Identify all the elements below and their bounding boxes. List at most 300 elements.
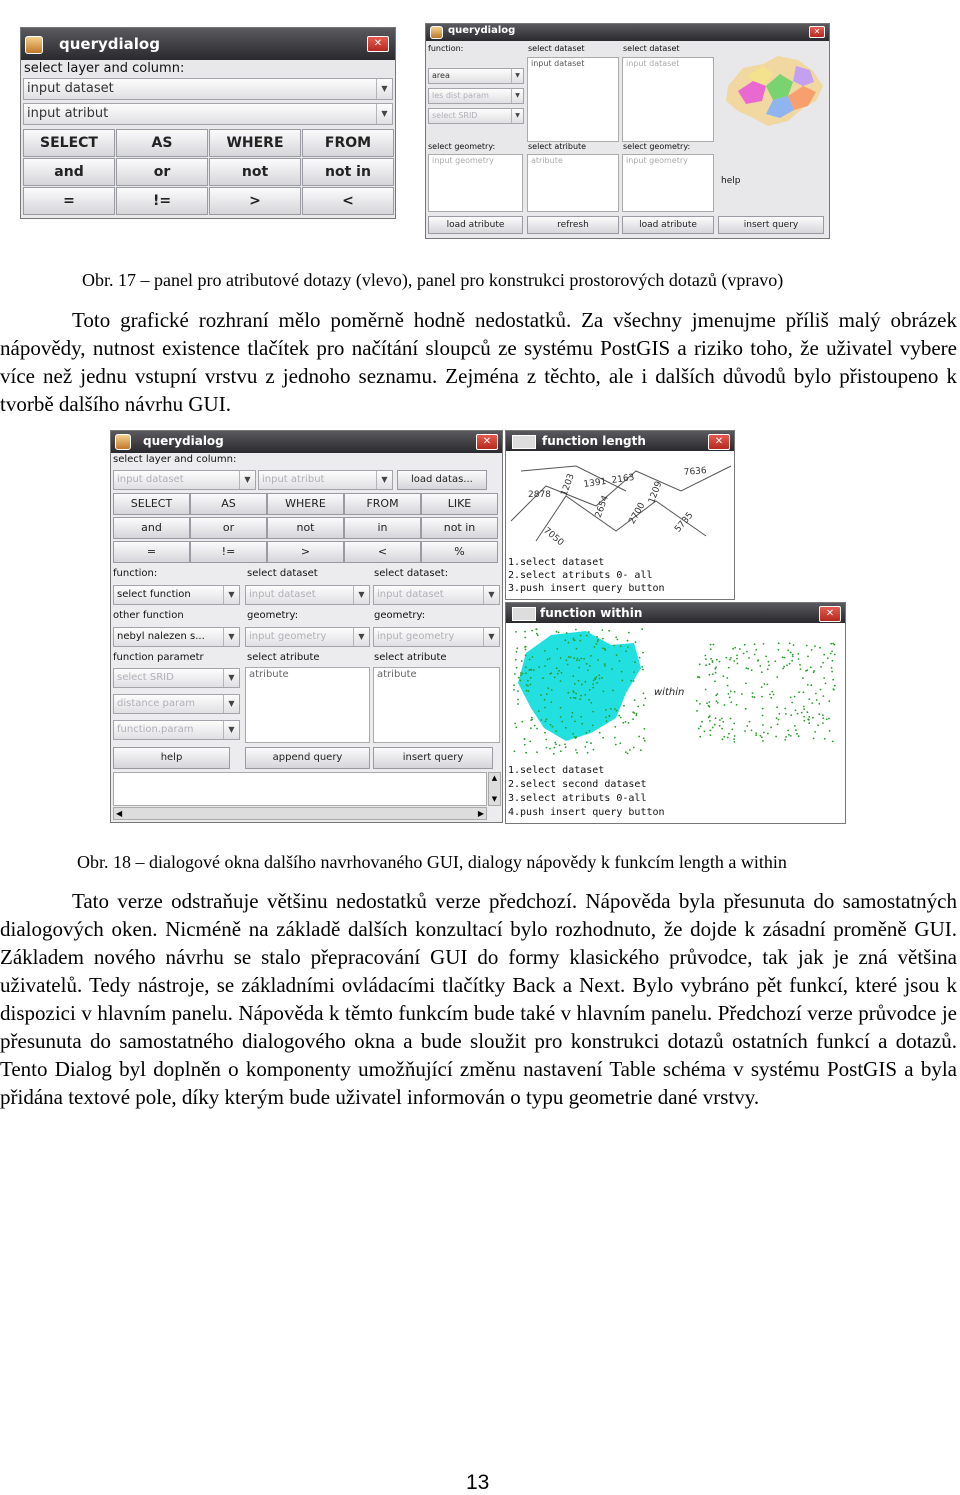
- fig17-right-querydialog: [425, 23, 830, 239]
- point-feature: [751, 730, 753, 732]
- point-feature: [618, 715, 620, 717]
- operator-button[interactable]: >: [209, 187, 301, 215]
- chevron-down-icon: ▼: [376, 79, 392, 99]
- point-feature: [824, 738, 826, 740]
- point-feature: [767, 733, 769, 735]
- point-feature: [810, 684, 812, 686]
- point-feature: [797, 653, 799, 655]
- point-feature: [728, 693, 730, 695]
- point-feature: [575, 736, 577, 738]
- point-feature: [714, 680, 716, 682]
- point-feature: [597, 639, 599, 641]
- select-dataset-label-2: select dataset: [623, 44, 680, 53]
- point-feature: [526, 684, 528, 686]
- point-feature: [806, 645, 808, 647]
- point-feature: [513, 689, 515, 691]
- point-feature: [529, 741, 531, 743]
- point-feature: [514, 673, 516, 675]
- point-feature: [553, 753, 555, 755]
- point-feature: [575, 749, 577, 751]
- point-feature: [566, 659, 568, 661]
- point-feature: [801, 712, 803, 714]
- point-feature: [745, 683, 747, 685]
- point-feature: [538, 666, 540, 668]
- operator-button[interactable]: not in: [421, 517, 498, 539]
- point-feature: [524, 637, 526, 639]
- select-function-combo[interactable]: select function ▼: [113, 585, 240, 605]
- point-feature: [784, 657, 786, 659]
- point-feature: [556, 667, 558, 669]
- chevron-down-icon: ▼: [223, 586, 239, 604]
- point-feature: [770, 697, 772, 699]
- point-feature: [743, 653, 745, 655]
- input-atribut-combo[interactable]: input atribut ▼: [258, 470, 393, 490]
- operator-button[interactable]: in: [344, 517, 421, 539]
- point-feature: [761, 736, 763, 738]
- operator-button[interactable]: and: [23, 158, 115, 186]
- length-value: 1203: [559, 472, 577, 498]
- point-feature: [746, 725, 748, 727]
- within-example-graphic: [506, 623, 846, 763]
- point-feature: [736, 655, 738, 657]
- help-button[interactable]: help: [113, 747, 230, 769]
- point-feature: [589, 665, 591, 667]
- point-feature: [790, 697, 792, 699]
- point-feature: [608, 630, 610, 632]
- point-feature: [540, 694, 542, 696]
- point-feature: [524, 744, 526, 746]
- point-feature: [755, 734, 757, 736]
- point-feature: [762, 724, 764, 726]
- point-feature: [746, 667, 748, 669]
- point-feature: [586, 732, 588, 734]
- point-feature: [785, 736, 787, 738]
- geometry-list-2[interactable]: input geometry: [622, 154, 714, 212]
- point-feature: [722, 738, 724, 740]
- length-value: 2700: [627, 501, 648, 526]
- point-feature: [524, 646, 526, 648]
- function-within-dialog: [505, 602, 846, 824]
- point-feature: [556, 648, 558, 650]
- operator-button[interactable]: WHERE: [209, 129, 301, 157]
- point-feature: [831, 671, 833, 673]
- point-feature: [784, 739, 786, 741]
- help-step: 1.select dataset: [508, 557, 605, 568]
- point-feature: [579, 659, 581, 661]
- point-feature: [580, 635, 582, 637]
- point-feature: [525, 649, 527, 651]
- point-feature: [803, 708, 805, 710]
- point-feature: [516, 647, 518, 649]
- operator-button[interactable]: LIKE: [421, 493, 498, 515]
- length-value: 1391: [583, 476, 608, 490]
- chevron-down-icon: ▼: [511, 69, 523, 83]
- point-feature: [555, 743, 557, 745]
- load-atribute-button-2[interactable]: load atribute: [622, 216, 714, 234]
- point-feature: [572, 690, 574, 692]
- point-feature: [518, 677, 520, 679]
- window-title: function length: [542, 434, 646, 448]
- point-feature: [701, 721, 703, 723]
- select-atribute-label-2: select atribute: [374, 652, 447, 663]
- point-feature: [820, 666, 822, 668]
- point-feature: [708, 716, 710, 718]
- point-feature: [794, 696, 796, 698]
- point-feature: [590, 702, 592, 704]
- point-feature: [589, 689, 591, 691]
- point-feature: [544, 732, 546, 734]
- dataset-list-1[interactable]: input dataset: [527, 57, 619, 142]
- close-icon[interactable]: ✕: [476, 434, 498, 450]
- operator-button[interactable]: SELECT: [113, 493, 190, 515]
- point-feature: [537, 634, 539, 636]
- point-feature: [572, 712, 574, 714]
- function-param-combo[interactable]: function.param ▼: [113, 720, 240, 740]
- close-icon[interactable]: ✕: [367, 36, 389, 52]
- operator-button[interactable]: not: [267, 517, 344, 539]
- point-feature: [776, 706, 778, 708]
- point-feature: [733, 738, 735, 740]
- operator-button[interactable]: and: [113, 517, 190, 539]
- point-feature: [531, 719, 533, 721]
- point-feature: [575, 629, 577, 631]
- point-feature: [696, 700, 698, 702]
- point-feature: [513, 684, 515, 686]
- operator-button[interactable]: or: [116, 158, 208, 186]
- operator-button[interactable]: not in: [302, 158, 394, 186]
- point-feature: [807, 684, 809, 686]
- point-feature: [542, 677, 544, 679]
- operator-button[interactable]: =: [23, 187, 115, 215]
- point-feature: [721, 728, 723, 730]
- operator-button[interactable]: AS: [190, 493, 267, 515]
- point-feature: [586, 741, 588, 743]
- point-feature: [803, 720, 805, 722]
- point-feature: [724, 704, 726, 706]
- point-feature: [744, 644, 746, 646]
- point-feature: [574, 721, 576, 723]
- title-bar: [21, 28, 395, 60]
- input-dataset-combo[interactable]: input dataset ▼: [113, 470, 256, 490]
- point-feature: [547, 659, 549, 661]
- point-feature: [762, 708, 764, 710]
- paragraph-1: Toto grafické rozhraní mělo poměrně hodně nedostatků. Za všechny jmenujme příliš malý obrázek nápovědy, nutnost existence tlačítek pro načítání sloupců ze systému PostGIS a riziko toho, že uživatel vybere více než jednu vstupní vrstvu z jednoho seznamu. Zejména z těchto, ale i dalších důvodů bylo přistoupeno k tvorbě dalšího návrhu GUI.: [0, 308, 957, 416]
- chevron-down-icon: ▼: [483, 586, 499, 604]
- point-feature: [776, 717, 778, 719]
- point-feature: [531, 630, 533, 632]
- point-feature: [533, 669, 535, 671]
- other-function-combo[interactable]: nebyl nalezen s... ▼: [113, 627, 240, 647]
- point-feature: [558, 632, 560, 634]
- select-geometry-label-1: select geometry:: [428, 142, 496, 151]
- chevron-down-icon: ▼: [376, 471, 392, 489]
- point-feature: [734, 735, 736, 737]
- point-feature: [604, 665, 606, 667]
- point-feature: [699, 663, 701, 665]
- chevron-down-icon: ▼: [353, 586, 369, 604]
- point-feature: [560, 707, 562, 709]
- point-feature: [632, 711, 634, 713]
- point-feature: [568, 656, 570, 658]
- append-query-button[interactable]: append query: [245, 747, 370, 769]
- point-feature: [586, 635, 588, 637]
- point-feature: [643, 737, 645, 739]
- point-feature: [825, 683, 827, 685]
- length-value: 2654: [593, 494, 612, 520]
- point-feature: [623, 705, 625, 707]
- window-icon: [512, 435, 536, 449]
- point-feature: [790, 652, 792, 654]
- operator-button[interactable]: !=: [190, 541, 267, 563]
- point-feature: [602, 647, 604, 649]
- point-feature: [599, 678, 601, 680]
- point-feature: [778, 649, 780, 651]
- operator-button[interactable]: WHERE: [267, 493, 344, 515]
- srid-combo[interactable]: select SRID ▼: [428, 108, 524, 124]
- point-feature: [767, 668, 769, 670]
- point-feature: [709, 720, 711, 722]
- point-feature: [561, 721, 563, 723]
- input-dataset-combo[interactable]: input dataset ▼: [23, 78, 393, 100]
- point-feature: [559, 744, 561, 746]
- point-feature: [554, 676, 556, 678]
- insert-query-button[interactable]: insert query: [718, 216, 824, 234]
- operator-button[interactable]: not: [209, 158, 301, 186]
- point-feature: [572, 675, 574, 677]
- point-feature: [818, 713, 820, 715]
- point-feature: [755, 732, 757, 734]
- point-feature: [768, 665, 770, 667]
- close-icon[interactable]: ✕: [708, 434, 730, 450]
- point-feature: [527, 680, 529, 682]
- point-feature: [699, 703, 701, 705]
- point-feature: [820, 689, 822, 691]
- point-feature: [794, 725, 796, 727]
- query-text-area[interactable]: [113, 772, 487, 806]
- point-feature: [729, 697, 731, 699]
- point-feature: [516, 667, 518, 669]
- point-feature: [576, 660, 578, 662]
- point-feature: [787, 650, 789, 652]
- point-feature: [717, 702, 719, 704]
- point-feature: [525, 752, 527, 754]
- distance-param-combo[interactable]: les dist param ▼: [428, 88, 524, 104]
- close-icon[interactable]: ✕: [809, 26, 825, 38]
- title-bar: [426, 24, 829, 41]
- point-feature: [813, 670, 815, 672]
- operator-button[interactable]: <: [302, 187, 394, 215]
- page-number: 13: [466, 1471, 490, 1494]
- point-feature: [574, 683, 576, 685]
- point-feature: [797, 713, 799, 715]
- load-datas-button[interactable]: load datas...: [397, 470, 487, 490]
- point-feature: [616, 710, 618, 712]
- point-feature: [545, 739, 547, 741]
- point-feature: [803, 706, 805, 708]
- point-feature: [606, 720, 608, 722]
- point-feature: [730, 690, 732, 692]
- point-feature: [785, 713, 787, 715]
- point-feature: [818, 703, 820, 705]
- point-feature: [704, 731, 706, 733]
- point-feature: [577, 658, 579, 660]
- point-feature: [638, 736, 640, 738]
- point-feature: [719, 719, 721, 721]
- dataset-list-2[interactable]: input dataset: [622, 57, 714, 142]
- operator-button[interactable]: >: [267, 541, 344, 563]
- point-feature: [822, 722, 824, 724]
- refresh-button[interactable]: refresh: [527, 216, 619, 234]
- point-feature: [627, 640, 629, 642]
- geometry-combo-1[interactable]: input geometry ▼: [245, 627, 370, 647]
- point-feature: [528, 669, 530, 671]
- geometry-combo-2[interactable]: input geometry ▼: [373, 627, 500, 647]
- operator-button[interactable]: %: [421, 541, 498, 563]
- point-feature: [726, 677, 728, 679]
- operator-button[interactable]: SELECT: [23, 129, 115, 157]
- point-feature: [715, 666, 717, 668]
- point-feature: [705, 689, 707, 691]
- point-feature: [584, 681, 586, 683]
- insert-query-button[interactable]: insert query: [373, 747, 493, 769]
- atribute-list[interactable]: atribute: [527, 154, 619, 212]
- load-atribute-button-1[interactable]: load atribute: [428, 216, 523, 234]
- point-feature: [705, 664, 707, 666]
- point-feature: [828, 700, 830, 702]
- point-feature: [576, 752, 578, 754]
- point-feature: [736, 658, 738, 660]
- point-feature: [760, 735, 762, 737]
- function-combo[interactable]: area ▼: [428, 68, 524, 84]
- point-feature: [545, 721, 547, 723]
- select-dataset-label-1: select dataset: [247, 568, 318, 579]
- atribute-list-2[interactable]: atribute: [373, 667, 500, 743]
- point-feature: [584, 746, 586, 748]
- point-feature: [642, 652, 644, 654]
- operator-button[interactable]: FROM: [302, 129, 394, 157]
- scroll-right-icon[interactable]: ▶: [477, 809, 484, 818]
- point-feature: [590, 742, 592, 744]
- point-feature: [698, 676, 700, 678]
- point-feature: [698, 728, 700, 730]
- point-feature: [749, 721, 751, 723]
- point-feature: [594, 678, 596, 680]
- operator-button[interactable]: <: [344, 541, 421, 563]
- point-feature: [754, 643, 756, 645]
- operator-button[interactable]: AS: [116, 129, 208, 157]
- srid-combo[interactable]: select SRID ▼: [113, 668, 240, 688]
- point-feature: [725, 657, 727, 659]
- point-feature: [795, 710, 797, 712]
- point-feature: [787, 730, 789, 732]
- dataset-combo-2[interactable]: input dataset ▼: [373, 585, 500, 605]
- point-feature: [568, 642, 570, 644]
- horizontal-scrollbar[interactable]: [113, 807, 487, 820]
- operator-button[interactable]: FROM: [344, 493, 421, 515]
- point-feature: [762, 740, 764, 742]
- point-feature: [525, 666, 527, 668]
- distance-param-combo[interactable]: distance param ▼: [113, 694, 240, 714]
- point-feature: [592, 711, 594, 713]
- point-feature: [525, 672, 527, 674]
- point-feature: [831, 650, 833, 652]
- point-feature: [515, 659, 517, 661]
- point-feature: [796, 733, 798, 735]
- point-feature: [560, 657, 562, 659]
- point-feature: [716, 700, 718, 702]
- point-feature: [534, 725, 536, 727]
- point-feature: [515, 631, 517, 633]
- point-feature: [811, 649, 813, 651]
- point-feature: [727, 685, 729, 687]
- scroll-up-icon[interactable]: ▲: [491, 774, 498, 782]
- point-feature: [710, 648, 712, 650]
- point-feature: [615, 636, 617, 638]
- operator-button[interactable]: !=: [116, 187, 208, 215]
- point-feature: [696, 710, 698, 712]
- point-feature: [815, 693, 817, 695]
- operator-button[interactable]: or: [190, 517, 267, 539]
- point-feature: [789, 642, 791, 644]
- point-feature: [517, 703, 519, 705]
- point-feature: [633, 680, 635, 682]
- point-feature: [770, 727, 772, 729]
- point-feature: [521, 721, 523, 723]
- point-feature: [811, 702, 813, 704]
- point-feature: [713, 644, 715, 646]
- point-feature: [629, 749, 631, 751]
- help-label[interactable]: help: [721, 176, 741, 186]
- vertical-scrollbar[interactable]: [488, 772, 501, 806]
- length-value: 7050: [541, 525, 566, 549]
- point-feature: [734, 691, 736, 693]
- point-feature: [819, 647, 821, 649]
- operator-button[interactable]: =: [113, 541, 190, 563]
- atribute-list-1[interactable]: atribute: [245, 667, 370, 743]
- point-feature: [604, 663, 606, 665]
- point-feature: [594, 646, 596, 648]
- dataset-combo-1[interactable]: input dataset ▼: [245, 585, 370, 605]
- point-feature: [699, 736, 701, 738]
- point-feature: [552, 726, 554, 728]
- point-feature: [580, 658, 582, 660]
- scroll-down-icon[interactable]: ▼: [491, 795, 498, 803]
- close-icon[interactable]: ✕: [819, 606, 841, 622]
- point-feature: [830, 653, 832, 655]
- section-label: select layer and column:: [24, 61, 185, 76]
- point-feature: [834, 654, 836, 656]
- help-step: 1.select dataset: [508, 765, 605, 776]
- point-feature: [808, 716, 810, 718]
- input-atribut-combo[interactable]: input atribut ▼: [23, 103, 393, 125]
- point-feature: [579, 698, 581, 700]
- point-feature: [817, 724, 819, 726]
- point-feature: [625, 751, 627, 753]
- point-feature: [834, 685, 836, 687]
- point-feature: [587, 752, 589, 754]
- point-feature: [625, 721, 627, 723]
- scroll-left-icon[interactable]: ◀: [116, 809, 123, 818]
- point-feature: [803, 691, 805, 693]
- geometry-list-1[interactable]: input geometry: [428, 154, 523, 212]
- point-feature: [761, 671, 763, 673]
- point-feature: [617, 639, 619, 641]
- point-feature: [765, 656, 767, 658]
- function-length-dialog: [505, 430, 735, 600]
- title-bar: [506, 431, 734, 451]
- point-feature: [538, 710, 540, 712]
- chevron-down-icon: ▼: [376, 104, 392, 124]
